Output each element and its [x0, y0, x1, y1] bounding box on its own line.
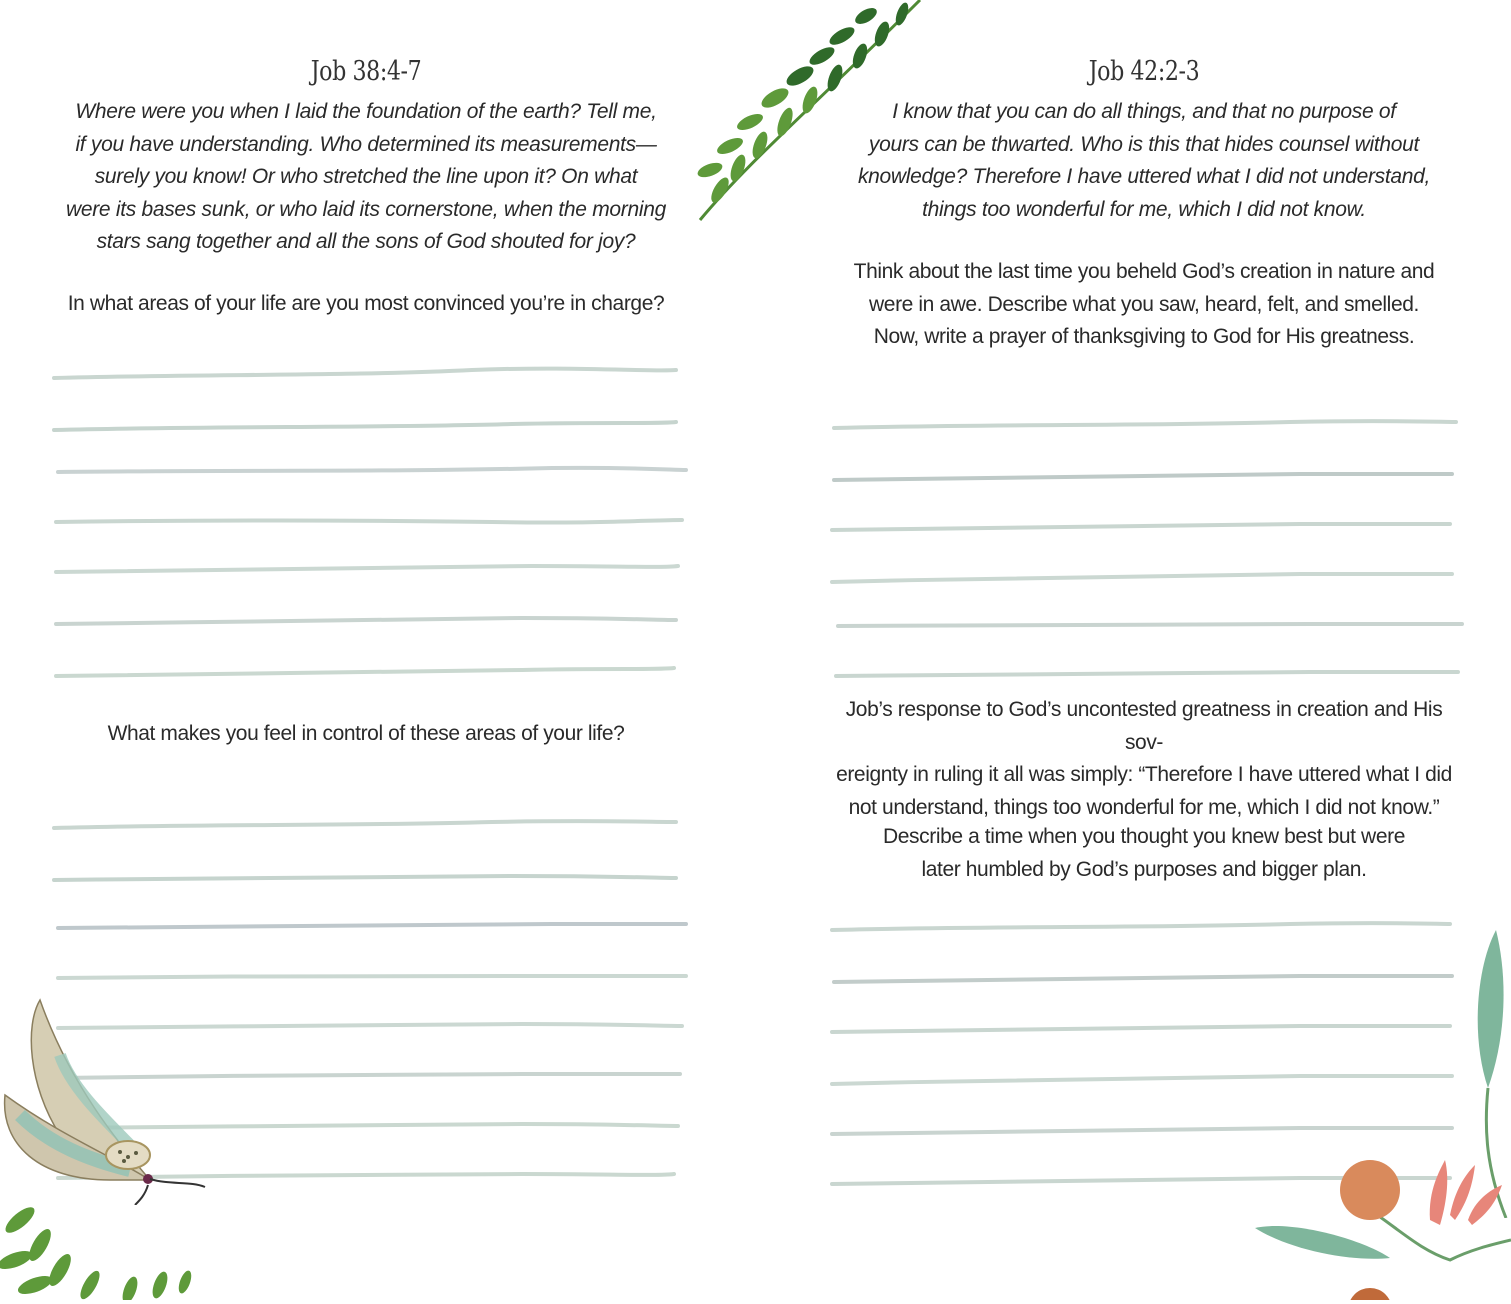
scripture-verse: [854, 96, 1434, 226]
verse-line: if you have understanding. Who determined its measurements—: [75, 132, 657, 156]
journal-prompt: In what areas of your life are you most convinced you’re in charge?: [67, 292, 665, 315]
journal-prompt: [844, 821, 1444, 886]
prompt-line: later humbled by God’s purposes and bigger plan.: [921, 857, 1367, 881]
scripture-verse: [40, 96, 692, 259]
scripture-reference: Job 38:4-7: [310, 56, 422, 87]
prompt-line: Think about the last time you beheld God’s creation in nature and: [853, 260, 1435, 283]
writing-lines[interactable]: [52, 360, 692, 690]
writing-lines[interactable]: [830, 410, 1470, 690]
fern-illustration: [0, 1190, 210, 1304]
verse-line: stars sang together and all the sons of God shouted for joy?: [96, 230, 636, 253]
reflection-line: Job’s response to God’s uncontested greatness in creation and His sov-: [845, 698, 1443, 754]
berry-icon: [1250, 1150, 1511, 1300]
verse-line: knowledge? Therefore I have uttered what I did not understand,: [857, 165, 1431, 188]
verse-line: were its bases sunk, or who laid its cornerstone, when the morning: [65, 197, 666, 221]
writing-lines-graphic: [830, 410, 1470, 690]
verse-line: surely you know! Or who stretched the line upon it? On what: [94, 165, 638, 188]
prompt-line: Describe a time when you thought you knew best but were: [883, 825, 1405, 848]
prompt-line: were in awe. Describe what you saw, heard, felt, and smelled.: [869, 292, 1419, 316]
reflection-text: [834, 694, 1454, 824]
journal-prompt: What makes you feel in control of these areas of your life?: [107, 722, 625, 745]
fern-icon: [0, 1190, 210, 1300]
scripture-reference: Job 42:2-3: [1088, 56, 1200, 87]
fern-icon: [690, 0, 940, 230]
verse-line: things too wonderful for me, which I did not know.: [922, 197, 1366, 221]
verse-line: Where were you when I laid the foundation of the earth? Tell me,: [75, 100, 657, 123]
writing-lines-graphic: [52, 360, 692, 690]
prompt-line: Now, write a prayer of thanksgiving to God for His greatness.: [873, 325, 1415, 348]
moth-icon: [0, 995, 215, 1205]
moth-illustration: [0, 995, 215, 1209]
reflection-line: ereignty in ruling it all was simply: “Therefore I have uttered what I did: [836, 763, 1452, 786]
fern-illustration: [690, 0, 940, 234]
verse-line: yours can be thwarted. Who is this that hides counsel without: [868, 132, 1420, 156]
journal-prompt: [844, 256, 1444, 354]
verse-line: I know that you can do all things, and that no purpose of: [892, 100, 1396, 123]
berry-branch-illustration: [1250, 1150, 1511, 1304]
reflection-line: not understand, things too wonderful for me, which I did not know.”: [848, 795, 1440, 819]
